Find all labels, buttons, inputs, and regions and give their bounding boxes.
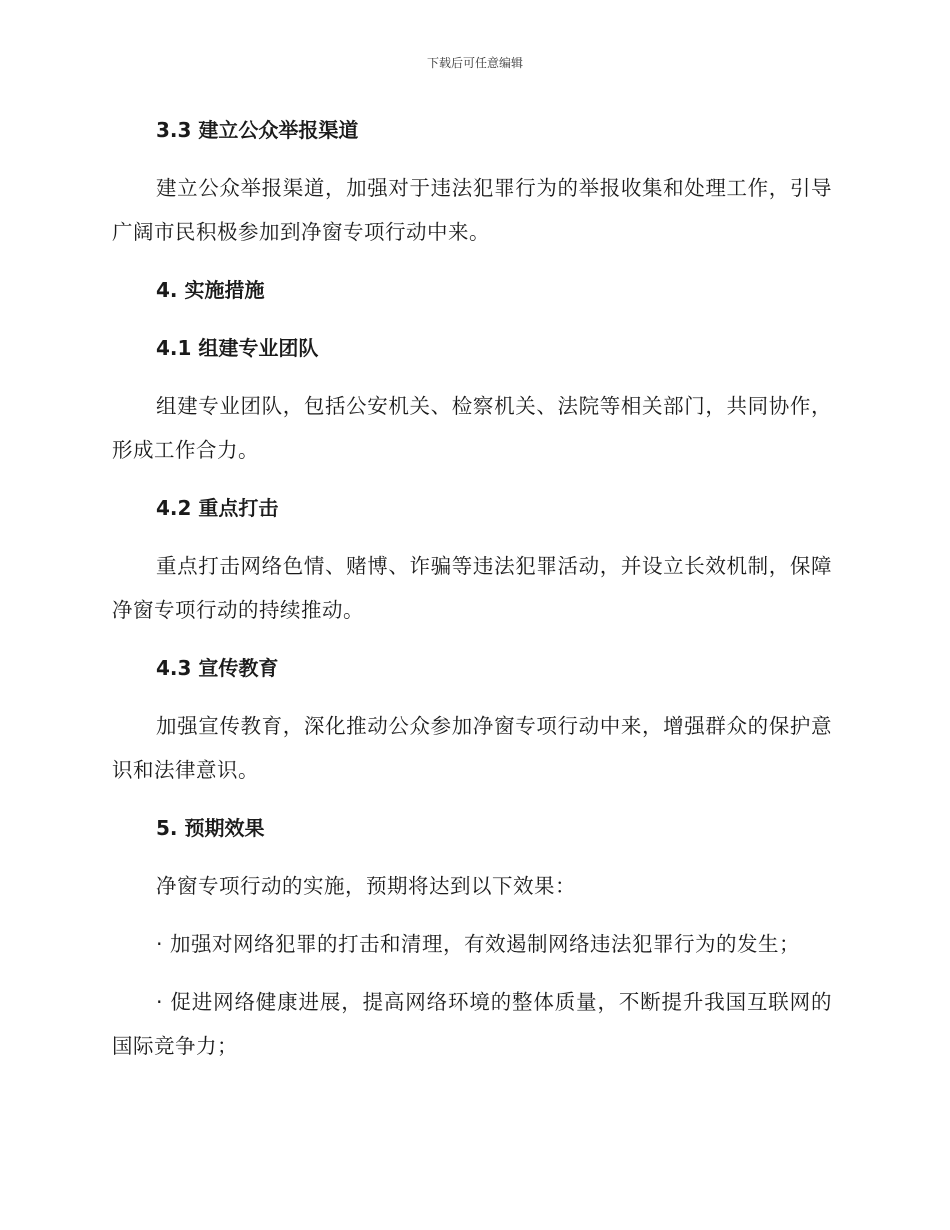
paragraph-key-crackdown: 重点打击网络色情、赌博、诈骗等违法犯罪活动，并设立长效机制，保障净窗专项行动的持续推动。 <box>112 554 832 622</box>
section-heading-3-3: 3.3 建立公众举报渠道 <box>156 118 359 142</box>
paragraph-reporting-channel: 建立公众举报渠道，加强对于违法犯罪行为的举报收集和处理工作，引导广阔市民积极参加到净窗专项行动中来。 <box>112 176 832 244</box>
section-heading-4-2: 4.2 重点打击 <box>156 496 279 520</box>
paragraph-professional-team: 组建专业团队，包括公安机关、检察机关、法院等相关部门，共同协作，形成工作合力。 <box>112 394 832 462</box>
section-heading-4: 4. 实施措施 <box>156 278 265 302</box>
page-header: 下载后可任意编辑 <box>426 56 523 70</box>
section-heading-4-1: 4.1 组建专业团队 <box>156 336 319 360</box>
paragraph-expected-effects-intro: 净窗专项行动的实施，预期将达到以下效果： <box>156 874 576 898</box>
section-heading-4-3: 4.3 宣传教育 <box>156 656 279 680</box>
list-item-effect-1: · 加强对网络犯罪的打击和清理，有效遏制网络违法犯罪行为的发生； <box>156 932 801 956</box>
paragraph-publicity-education: 加强宣传教育，深化推动公众参加净窗专项行动中来，增强群众的保护意识和法律意识。 <box>112 714 832 782</box>
document-body <box>112 108 832 1082</box>
list-item-effect-2: · 促进网络健康进展，提高网络环境的整体质量，不断提升我国互联网的国际竞争力； <box>112 990 832 1058</box>
section-heading-5: 5. 预期效果 <box>156 816 265 840</box>
